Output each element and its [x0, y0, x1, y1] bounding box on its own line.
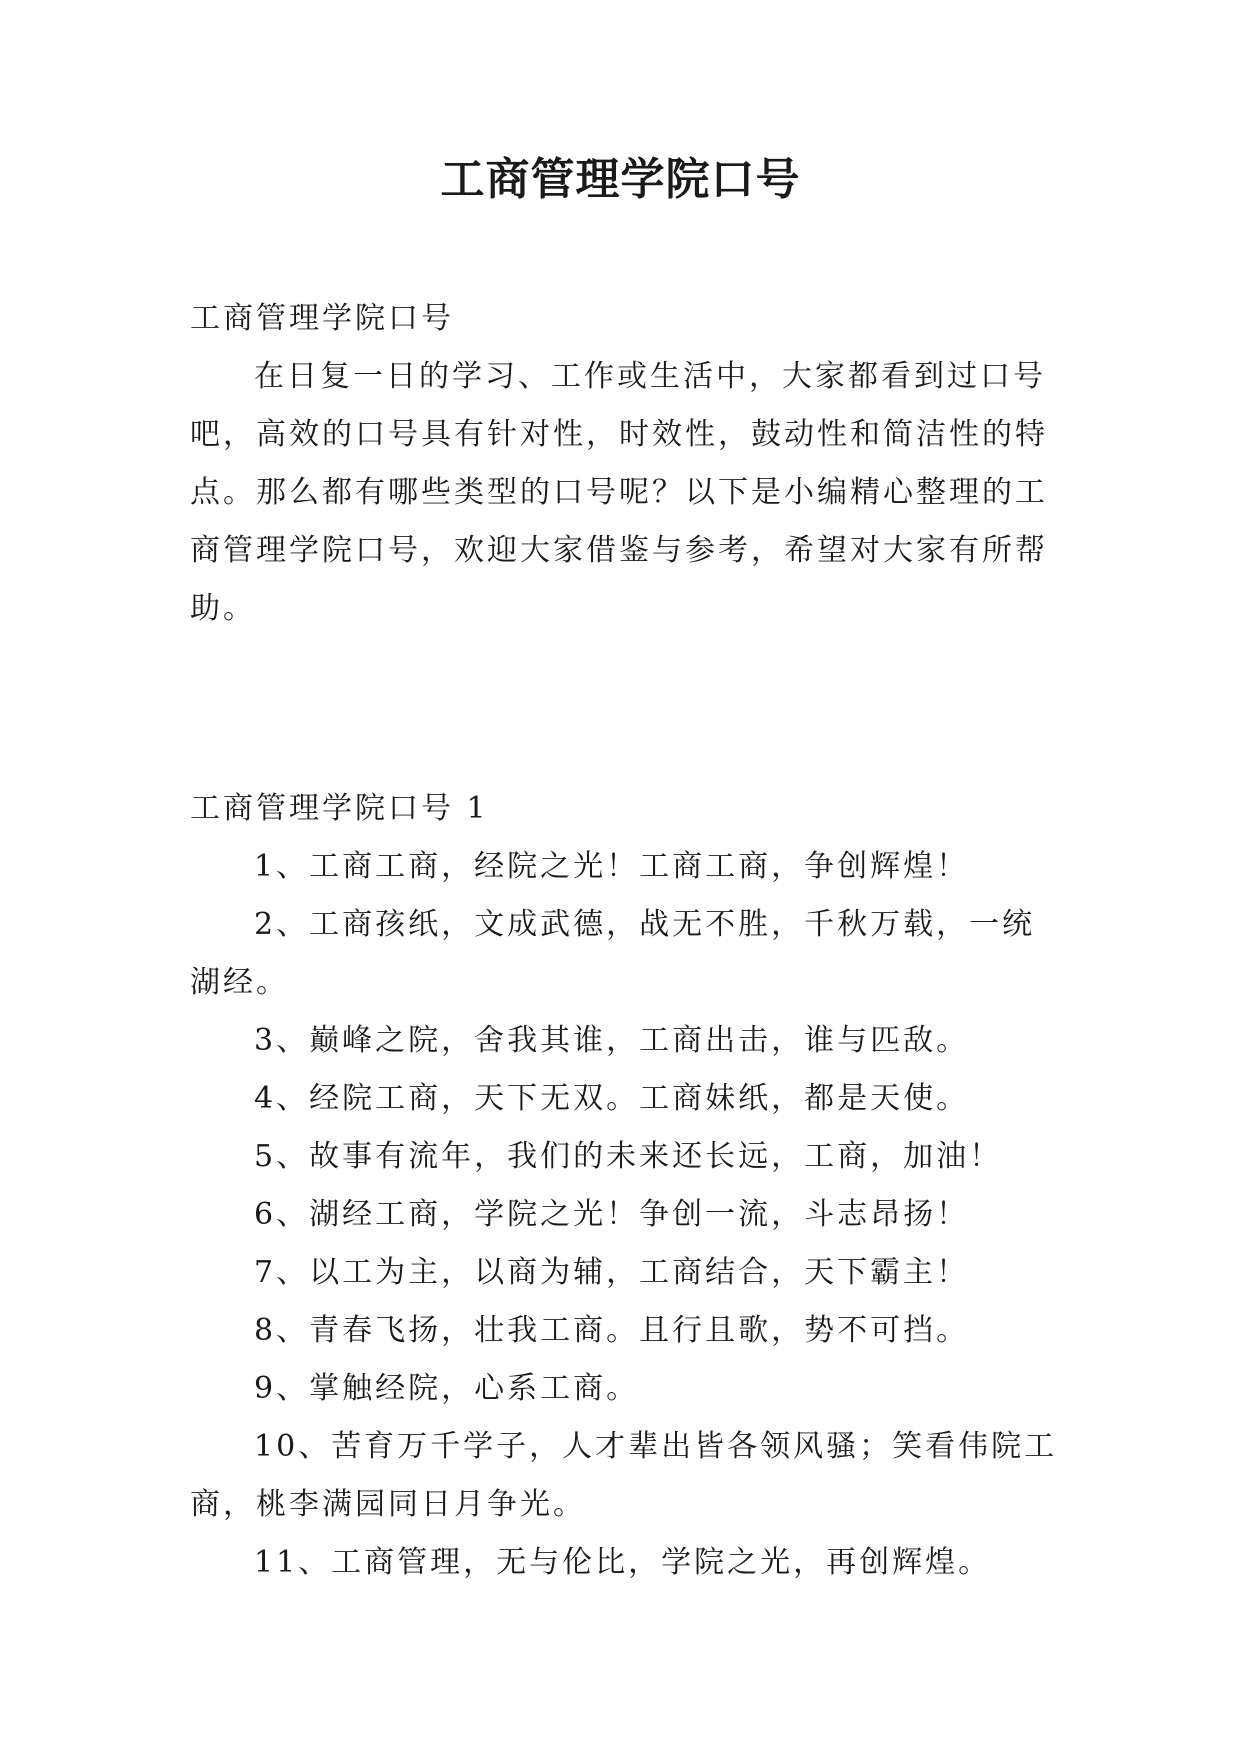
slogan-item: 6、湖经工商，学院之光！争创一流，斗志昂扬！ [254, 1197, 970, 1232]
intro-paragraph: 在日复一日的学习、工作或生活中，大家都看到过口号吧，高效的口号具有针对性，时效性，鼓动性和简洁性的特点。那么都有哪些类型的口号呢？以下是小编精心整理的工商管理学院口号，欢迎大家借鉴与参考，希望对大家有所帮助。 [190, 359, 1048, 626]
document-body [190, 290, 1060, 1592]
slogan-item: 11、工商管理，无与伦比，学院之光，再创辉煌。 [254, 1545, 992, 1580]
slogan-item: 8、青春飞扬，壮我工商。且行且歌，势不可挡。 [254, 1313, 970, 1348]
section-spacer [190, 638, 1060, 780]
slogan-item: 3、巅峰之院，舍我其谁，工商出击，谁与匹敌。 [254, 1023, 970, 1058]
document-title: 工商管理学院口号 [440, 154, 801, 205]
slogan-item: 1、工商工商，经院之光！工商工商，争创辉煌！ [254, 849, 970, 884]
slogan-item: 2、工商孩纸，文成武德，战无不胜，千秋万载，一统湖经。 [190, 907, 1036, 1000]
slogan-item: 4、经院工商，天下无双。工商妹纸，都是天使。 [254, 1081, 970, 1116]
subtitle: 工商管理学院口号 [190, 301, 454, 336]
slogan-item: 7、以工为主，以商为辅，工商结合，天下霸主！ [254, 1255, 970, 1290]
slogan-item: 9、掌触经院，心系工商。 [254, 1371, 640, 1406]
slogan-item: 10、苦育万千学子，人才辈出皆各领风骚；笑看伟院工商，桃李满园同日月争光。 [190, 1429, 1058, 1522]
section-heading: 工商管理学院口号 1 [190, 791, 489, 826]
slogan-item: 5、故事有流年，我们的未来还长远，工商，加油！ [254, 1139, 1003, 1174]
